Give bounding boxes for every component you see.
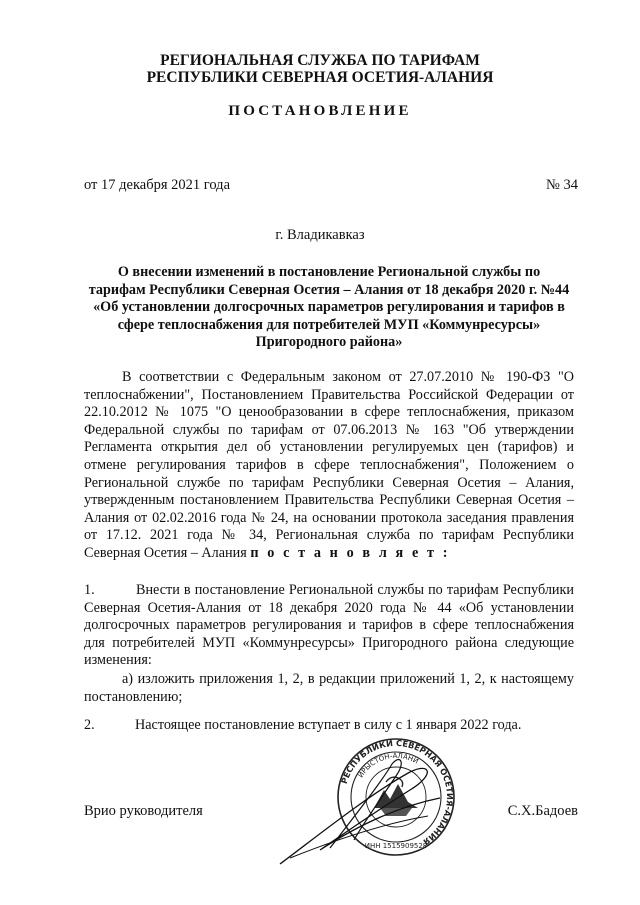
item-number: 1. [84, 582, 95, 598]
heading-line: О внесении изменений в постановление Региональной службы по [117, 264, 541, 280]
heading-line: «Об установлении долгосрочных параметров регулирования и тарифов в [93, 299, 565, 316]
signatory-position: Врио руководителя [84, 803, 203, 819]
preamble-paragraph [84, 369, 574, 563]
resolves-word: п о с т а н о в л я е т : [250, 544, 451, 561]
heading-line: тарифам Республики Северная Осетия – Алания от 18 декабря 2020 г. №44 [88, 281, 570, 298]
item-number: 2. [84, 717, 95, 733]
document-type: ПОСТАНОВЛЕНИЕ [228, 103, 412, 119]
preamble-text: В соответствии с Федеральным законом от 27.07.2010 № 190-ФЗ "О теплоснабжении", Постановлением Правительства Российской Федерации от 22.10.2012 № 1075 "О ценообразовании в сфере теплоснабжения, приказом Федеральной службы по тарифам от 07.06.2013 № 163 "Об утверждении Регламента открытия дел об установлении регулируемых цен (тарифов) и отмене регулирования тарифов в сфере теплоснабжения", Положением о Региональной службе по тарифам Республики Северная Осетия – Алания, утвержденным постановлением Правительства Республики Северная Осетия – Алания от 02.02.2016 года № 24, на основании протокола заседания правления от 17.12. 2021 года № 34, Региональная служба по тарифам Республики Северная Осетия – Алания [84, 369, 574, 561]
seal-outer-text: РЕСПУБЛИКИ СЕВЕРНАЯ ОСЕТИЯ-АЛАНИЯ [338, 737, 456, 848]
org-name-line2: РЕСПУБЛИКИ СЕВЕРНАЯ ОСЕТИЯ-АЛАНИЯ [146, 69, 494, 86]
heading-line: Пригородного района» [255, 334, 403, 351]
item-text: Настоящее постановление вступает в силу с 1 января 2022 года. [135, 717, 522, 733]
handwritten-signature [260, 751, 450, 874]
document-number: № 34 [546, 177, 578, 193]
signatory-name: С.Х.Бадоев [507, 803, 578, 819]
document-heading [84, 264, 574, 352]
org-name-line1: РЕГИОНАЛЬНАЯ СЛУЖБА ПО ТАРИФАМ [160, 52, 480, 69]
seal-inner-text: ИРЫСТОН-АЛАНИ [356, 751, 420, 780]
seal-code: ИНН 1515909528 [364, 842, 428, 850]
item-subpoint: а) изложить приложения 1, 2, в редакции приложений 1, 2, к настоящему постановлению; [84, 671, 574, 705]
item-text: Внести в постановление Региональной службы по тарифам Республики Северная Осетия-Алания от 18 декабря 2020 года № 44 «Об установлении долгосрочных параметров регулирования и тарифов в сфере теплоснабжения для потребителей МУП «Коммунресурсы» Пригородного района следующие изменения: [84, 582, 574, 669]
heading-line: сфере теплоснабжения для потребителей МУП «Коммунресурсы» [117, 316, 541, 333]
document-date: от 17 декабря 2021 года [84, 177, 230, 193]
document-city: г. Владикавказ [275, 227, 365, 243]
